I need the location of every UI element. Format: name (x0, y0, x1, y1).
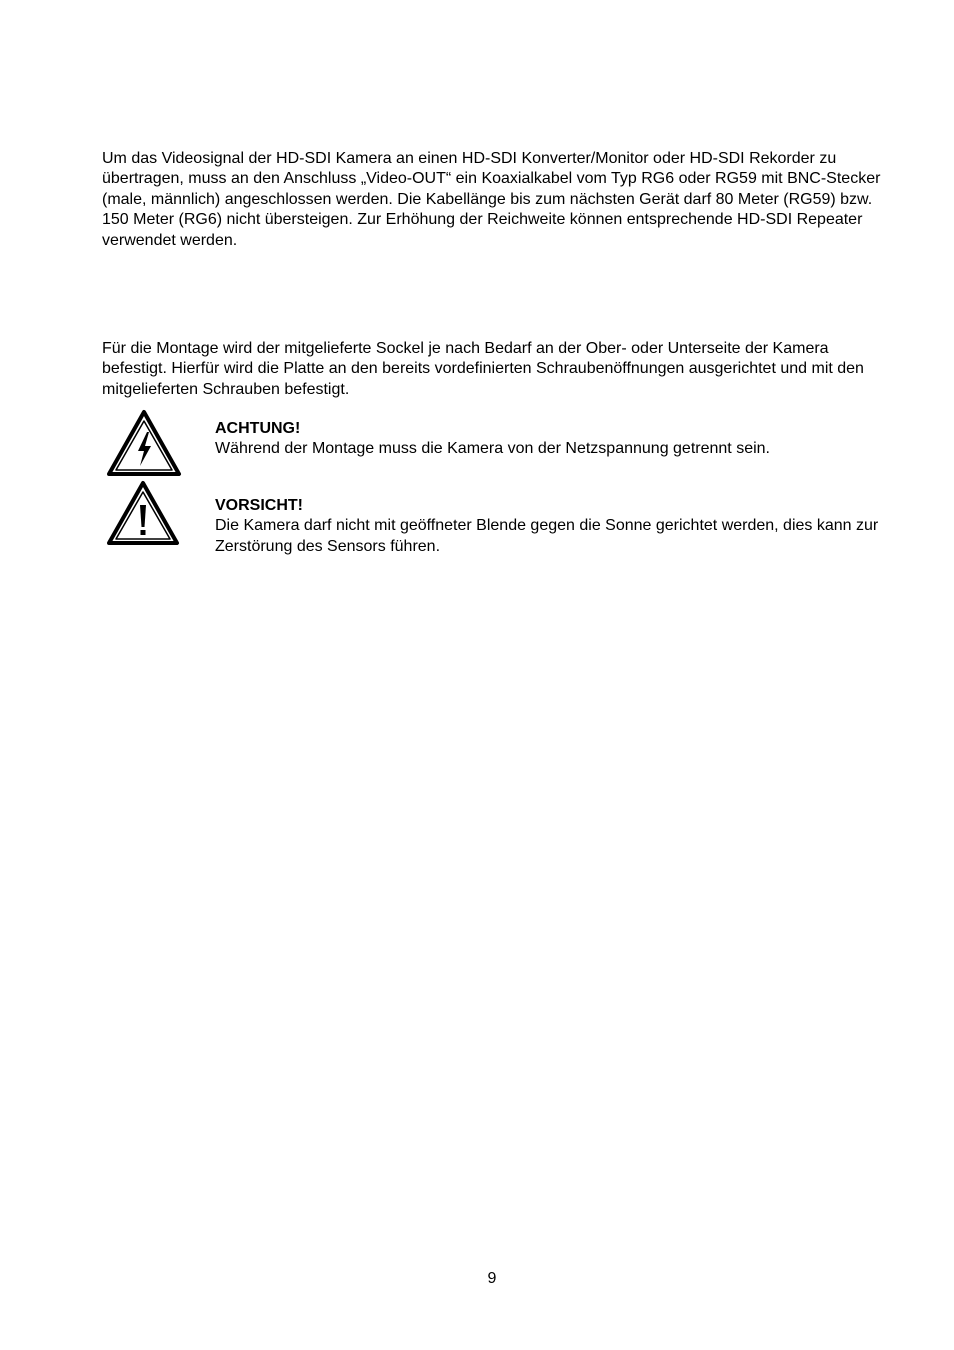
paragraph-mounting: Für die Montage wird der mitgelieferte Sockel je nach Bedarf an der Ober- oder Unterseite der Kamera befestigt. Hierfür wird die Platte an den bereits vordefinierten Schraubenöffnungen ausgerichtet und mit den mitgelieferten Schrauben befestigt. (102, 340, 864, 398)
exclamation-warning-icon (106, 480, 180, 546)
warning-text: Die Kamera darf nicht mit geöffneter Blende gegen die Sonne gerichtet werden, dies kann zur Zerstörung des Sensors führen. (215, 517, 879, 555)
warning-heading: ACHTUNG! (215, 420, 301, 437)
electric-shock-warning-icon (106, 409, 182, 477)
warning-text: Während der Montage muss die Kamera von der Netzspannung getrennt sein. (215, 440, 770, 458)
warning-heading: VORSICHT! (215, 497, 303, 514)
warning-vorsicht (215, 496, 895, 557)
page-number: 9 (487, 1270, 497, 1287)
warning-achtung (215, 419, 895, 460)
paragraph-video-output: Um das Videosignal der HD-SDI Kamera an einen HD-SDI Konverter/Monitor oder HD-SDI Rekorder zu übertragen, muss an den Anschluss „Video-OUT“ ein Koaxialkabel vom Typ RG6 oder RG59 mit BNC-Stecker (male, männlich) angeschlossen werden. Die Kabellänge bis zum nächsten Gerät darf 80 Meter (RG59) bzw. 150 Meter (RG6) nicht übersteigen. Zur Erhöhung der Reichweite können entsprechende HD-SDI Repeater verwendet werden. (102, 150, 881, 249)
